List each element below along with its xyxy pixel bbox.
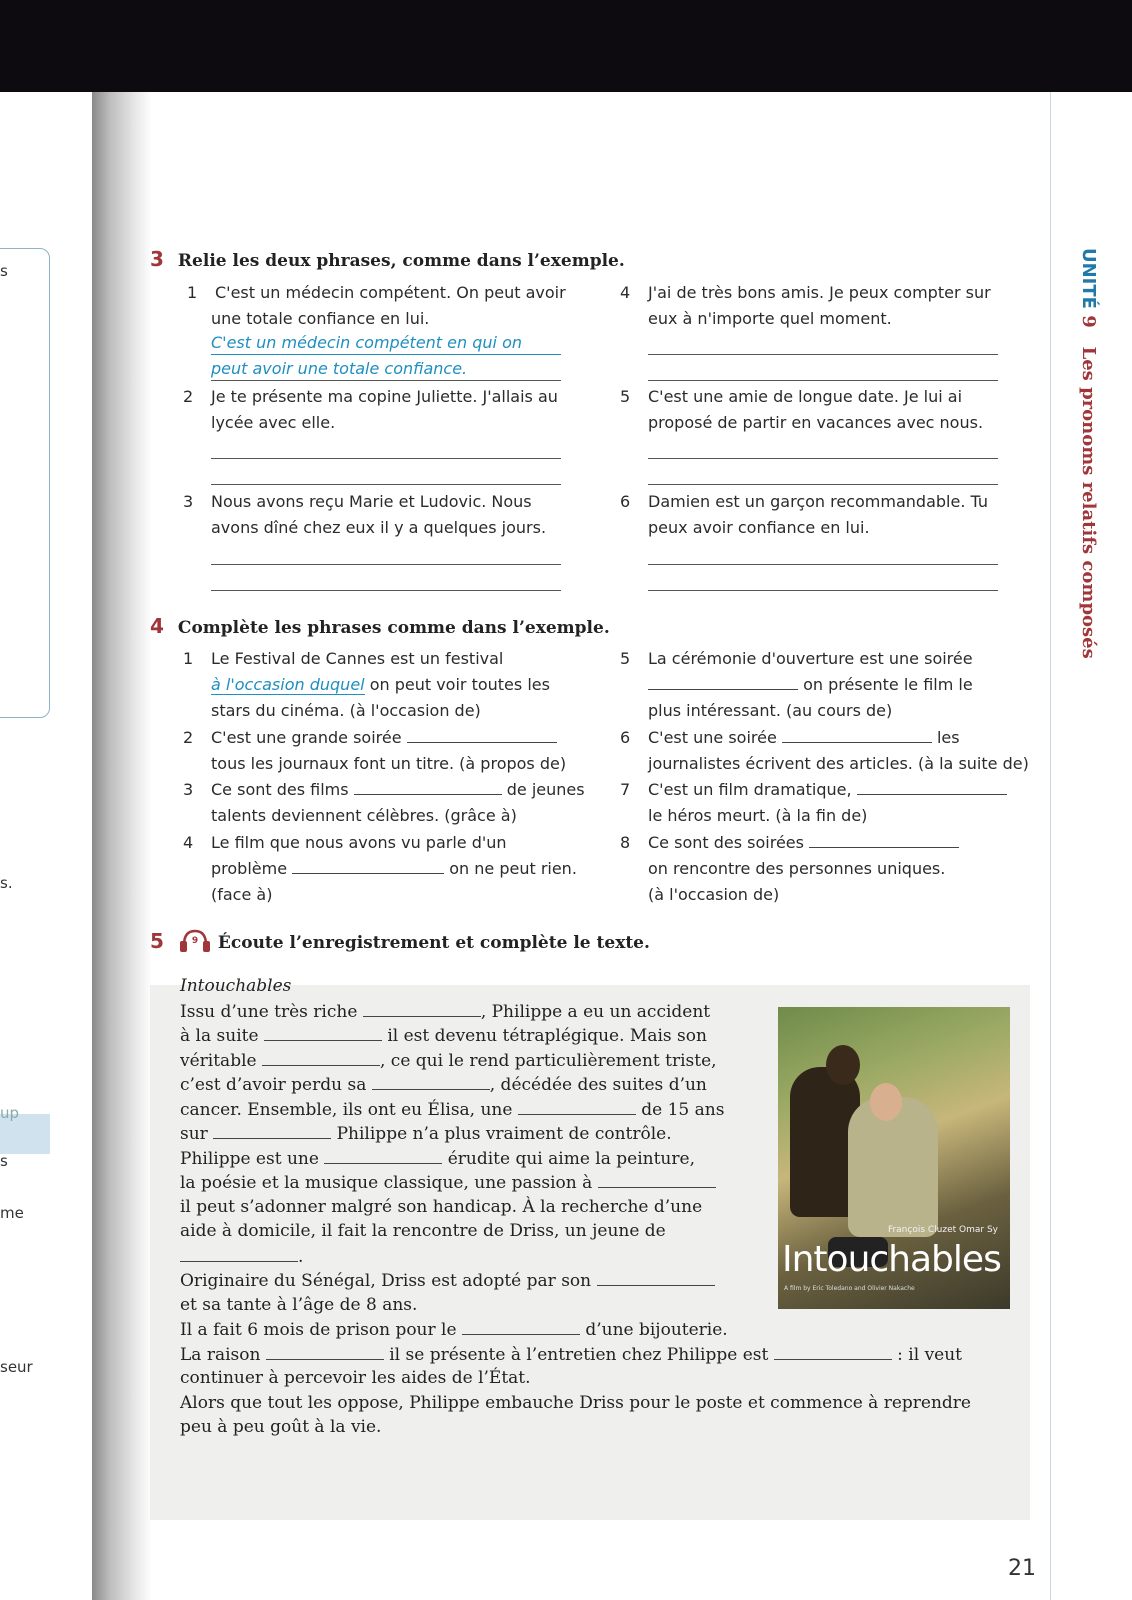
exercise-instruction: Complète les phrases comme dans l’exemple. [177,618,610,638]
blank-field[interactable] [462,1319,580,1335]
answer-line[interactable] [211,458,561,459]
item-number: 3 [183,492,194,511]
edge-fragment: s [0,1152,8,1170]
cloze-text-segment: , décédée des suites d’un [489,1075,707,1095]
cloze-text-segment: Issu d’une très riche [180,1001,363,1022]
exercise-4-item-4 [183,830,601,908]
blank-field[interactable] [180,1246,298,1262]
cloze-line [180,1417,1020,1442]
margin-rule [1050,92,1051,1600]
previous-page-panel [0,248,50,718]
item-line: on rencontre des personnes uniques. [648,859,946,878]
cloze-text-segment: Alors que tout les oppose, Philippe embauche Driss pour le poste et commence à reprendre [180,1392,971,1413]
edge-fragment: seur [0,1358,33,1376]
item-line: Le Festival de Cannes est un festival [211,649,504,668]
exercise-4-item-2 [183,725,601,777]
cloze-text-segment: : il veut [891,1344,963,1365]
item-line: problème [211,859,293,878]
exercise-instruction: Écoute l’enregistrement et complète le texte. [217,933,650,953]
blank-field[interactable] [598,1172,716,1188]
item-line: C'est un film dramatique, [648,780,857,799]
text-title: Intouchables [180,976,292,996]
answer-line[interactable] [211,590,561,591]
cloze-text-segment: à la suite [180,1026,264,1046]
cloze-line [180,1319,1020,1344]
blank-field[interactable] [782,725,932,743]
item-line: on ne peut rien. [444,859,577,878]
item-line: Damien est un garçon recommandable. Tu [648,492,988,511]
item-number: 6 [620,728,631,747]
cloze-text-segment: et sa tante à l’âge de 8 ans. [180,1294,418,1315]
item-number: 7 [620,780,631,799]
cloze-text-segment: il peut s’adonner malgré son handicap. À la recherche d’une [180,1196,703,1217]
edge-fragment: me [0,1204,24,1222]
example-answer: à l'occasion duquel [211,675,365,694]
answer-line[interactable] [648,458,998,459]
cloze-text-segment: . [298,1246,304,1267]
exercise-3-item-2 [183,384,571,436]
item-line: on peut voir toutes les [364,675,550,694]
exercise-number: 4 [150,614,164,638]
exercise-number: 5 [150,929,164,953]
item-line: J'ai de très bons amis. Je peux compter sur [648,283,991,302]
poster-figure [826,1045,860,1085]
blank-field[interactable] [407,725,557,743]
exercise-3-item-6 [620,489,1008,541]
exercise-4-item-7 [620,777,1028,829]
cloze-text-segment: il est devenu tétraplégique. Mais son [381,1026,707,1046]
item-number: 4 [183,833,194,852]
item-line: Ce sont des films [211,780,354,799]
example-answer-line: C'est un médecin compétent en qui on [211,333,522,352]
answer-line[interactable] [648,380,998,381]
scan-top-border [0,0,1132,92]
blank-field[interactable] [354,777,502,795]
cloze-text-segment: Philippe n’a plus vraiment de contrôle. [331,1124,672,1144]
unit-number: 9 [1078,315,1099,328]
poster-title: Intouchables [782,1239,1001,1280]
item-line: lycée avec elle. [211,413,336,432]
blank-field[interactable] [372,1074,490,1090]
answer-line[interactable] [211,564,561,565]
answer-line[interactable] [648,484,998,485]
edge-fragment: up [0,1104,20,1122]
page-number: 21 [1008,1556,1036,1581]
item-number: 1 [183,649,194,668]
exercise-4-item-8 [620,830,1028,908]
item-number: 3 [183,780,194,799]
exercise-3-item-1 [187,280,575,332]
example-answer-line: peut avoir une totale confiance. [211,359,468,378]
blank-field[interactable] [266,1344,384,1360]
item-line: de jeunes [501,780,585,799]
cloze-line [180,1368,1020,1393]
cloze-text-segment: continuer à percevoir les aides de l’État. [180,1368,531,1388]
blank-field[interactable] [648,672,798,690]
blank-field[interactable] [324,1148,442,1164]
item-line: Je te présente ma copine Juliette. J'allais au [211,387,558,406]
cloze-text-segment: érudite qui aime la peinture, [442,1148,695,1169]
item-number: 1 [187,283,198,302]
item-line: C'est une soirée [648,728,782,747]
item-line: stars du cinéma. (à l'occasion de) [211,701,481,720]
cloze-text-segment: la poésie et la musique classique, une passion à [180,1173,598,1193]
exercise-4-item-6 [620,725,1033,777]
item-line: journalistes écrivent des articles. (à la suite de) [648,754,1029,773]
answer-line[interactable] [648,354,998,355]
exercise-4-item-1 [183,646,591,724]
blank-field[interactable] [292,856,444,874]
item-line: plus intéressant. (au cours de) [648,701,893,720]
item-line: on présente le film le [798,675,973,694]
item-number: 8 [620,833,631,852]
answer-rule [211,380,561,381]
exercise-number: 3 [150,247,164,271]
answer-line[interactable] [648,590,998,591]
cloze-text-segment: d’une bijouterie. [579,1320,728,1340]
answer-line[interactable] [648,564,998,565]
headphones-icon[interactable] [178,929,212,951]
item-line: tous les journaux font un titre. (à propos de) [211,754,567,773]
cloze-text-segment: de 15 ans [635,1099,725,1120]
item-line: avons dîné chez eux il y a quelques jours. [211,518,547,537]
item-line: peux avoir confiance en lui. [648,518,870,537]
cloze-text-segment: c’est d’avoir perdu sa [180,1075,372,1095]
answer-rule [211,354,561,355]
poster-figure [870,1083,902,1121]
blank-field[interactable] [213,1123,331,1139]
poster-actors: François Cluzet Omar Sy [887,1225,998,1235]
cloze-text-segment: aide à domicile, il fait la rencontre de Driss, un jeune de [180,1221,666,1241]
cloze-text-segment: cancer. Ensemble, ils ont eu Élisa, une [180,1099,518,1120]
cloze-text-segment: sur [180,1124,214,1144]
exercise-4-item-3 [183,777,601,829]
cloze-text-segment: Originaire du Sénégal, Driss est adopté par son [180,1271,597,1291]
cloze-line [180,1344,1020,1369]
item-line: La cérémonie d'ouverture est une soirée [648,649,973,668]
item-line: une totale confiance en lui. [211,309,430,328]
item-line: Ce sont des soirées [648,833,810,852]
exercise-5-heading [150,929,650,953]
exercise-instruction: Relie les deux phrases, comme dans l’exemple. [177,251,625,271]
item-line: proposé de partir en vacances avec nous. [648,413,984,432]
cloze-line [180,1393,1020,1418]
blank-field[interactable] [363,1001,481,1017]
blank-field[interactable] [857,777,1007,795]
item-number: 5 [620,649,631,668]
cloze-text-segment: , Philippe a eu un accident [480,1001,711,1022]
blank-field[interactable] [518,1099,636,1115]
blank-field[interactable] [262,1050,380,1066]
cloze-text-segment: véritable [180,1050,262,1071]
book-gutter [92,92,152,1600]
cloze-text-segment: il se présente à l’entretien chez Philippe est [383,1344,774,1365]
exercise-3-item-5 [620,384,1008,436]
item-line: eux à n'importe quel moment. [648,309,892,328]
blank-field[interactable] [597,1270,715,1286]
cloze-text-segment: , ce qui le rend particulièrement triste, [379,1050,717,1071]
edge-fragment: s. [0,874,13,892]
poster-tagline: A film by Eric Toledano and Olivier Nakache [784,1285,915,1292]
item-line: (face à) [211,885,273,904]
cloze-text-segment: Il a fait 6 mois de prison pour le [180,1320,462,1340]
edge-fragment: s [0,262,8,280]
unit-title: Les pronoms relatifs composés [1078,346,1099,659]
item-line: Nous avons reçu Marie et Ludovic. Nous [211,492,532,511]
blank-field[interactable] [774,1344,892,1360]
item-number: 2 [183,728,194,747]
item-number: 6 [620,492,631,511]
cloze-text-segment: Philippe est une [180,1148,325,1169]
exercise-3-heading [150,247,625,271]
exercise-3-item-4 [620,280,1008,332]
item-line: le héros meurt. (à la fin de) [648,806,868,825]
film-poster [778,1007,1010,1309]
item-line: Le film que nous avons vu parle d'un [211,833,507,852]
item-line: (à l'occasion de) [648,885,780,904]
item-line: C'est une amie de longue date. Je lui ai [648,387,963,406]
item-line: C'est une grande soirée [211,728,407,747]
exercise-3-item-3 [183,489,571,541]
item-number: 5 [620,387,631,406]
answer-line[interactable] [211,484,561,485]
blank-field[interactable] [264,1025,382,1041]
item-line: C'est un médecin compétent. On peut avoir [215,283,566,302]
blank-field[interactable] [809,830,959,848]
cloze-text-segment: La raison [180,1344,266,1365]
item-number: 4 [620,283,631,302]
exercise-4-item-5 [620,646,1028,724]
item-number: 2 [183,387,194,406]
exercise-4-heading [150,614,610,638]
unit-side-title [1078,248,1099,659]
audio-track-number: 9 [191,936,199,946]
cloze-text-segment: peu à peu goût à la vie. [180,1417,382,1437]
item-line: les [931,728,960,747]
unit-label: UNITÉ [1078,248,1099,309]
item-line: talents deviennent célèbres. (grâce à) [211,806,517,825]
